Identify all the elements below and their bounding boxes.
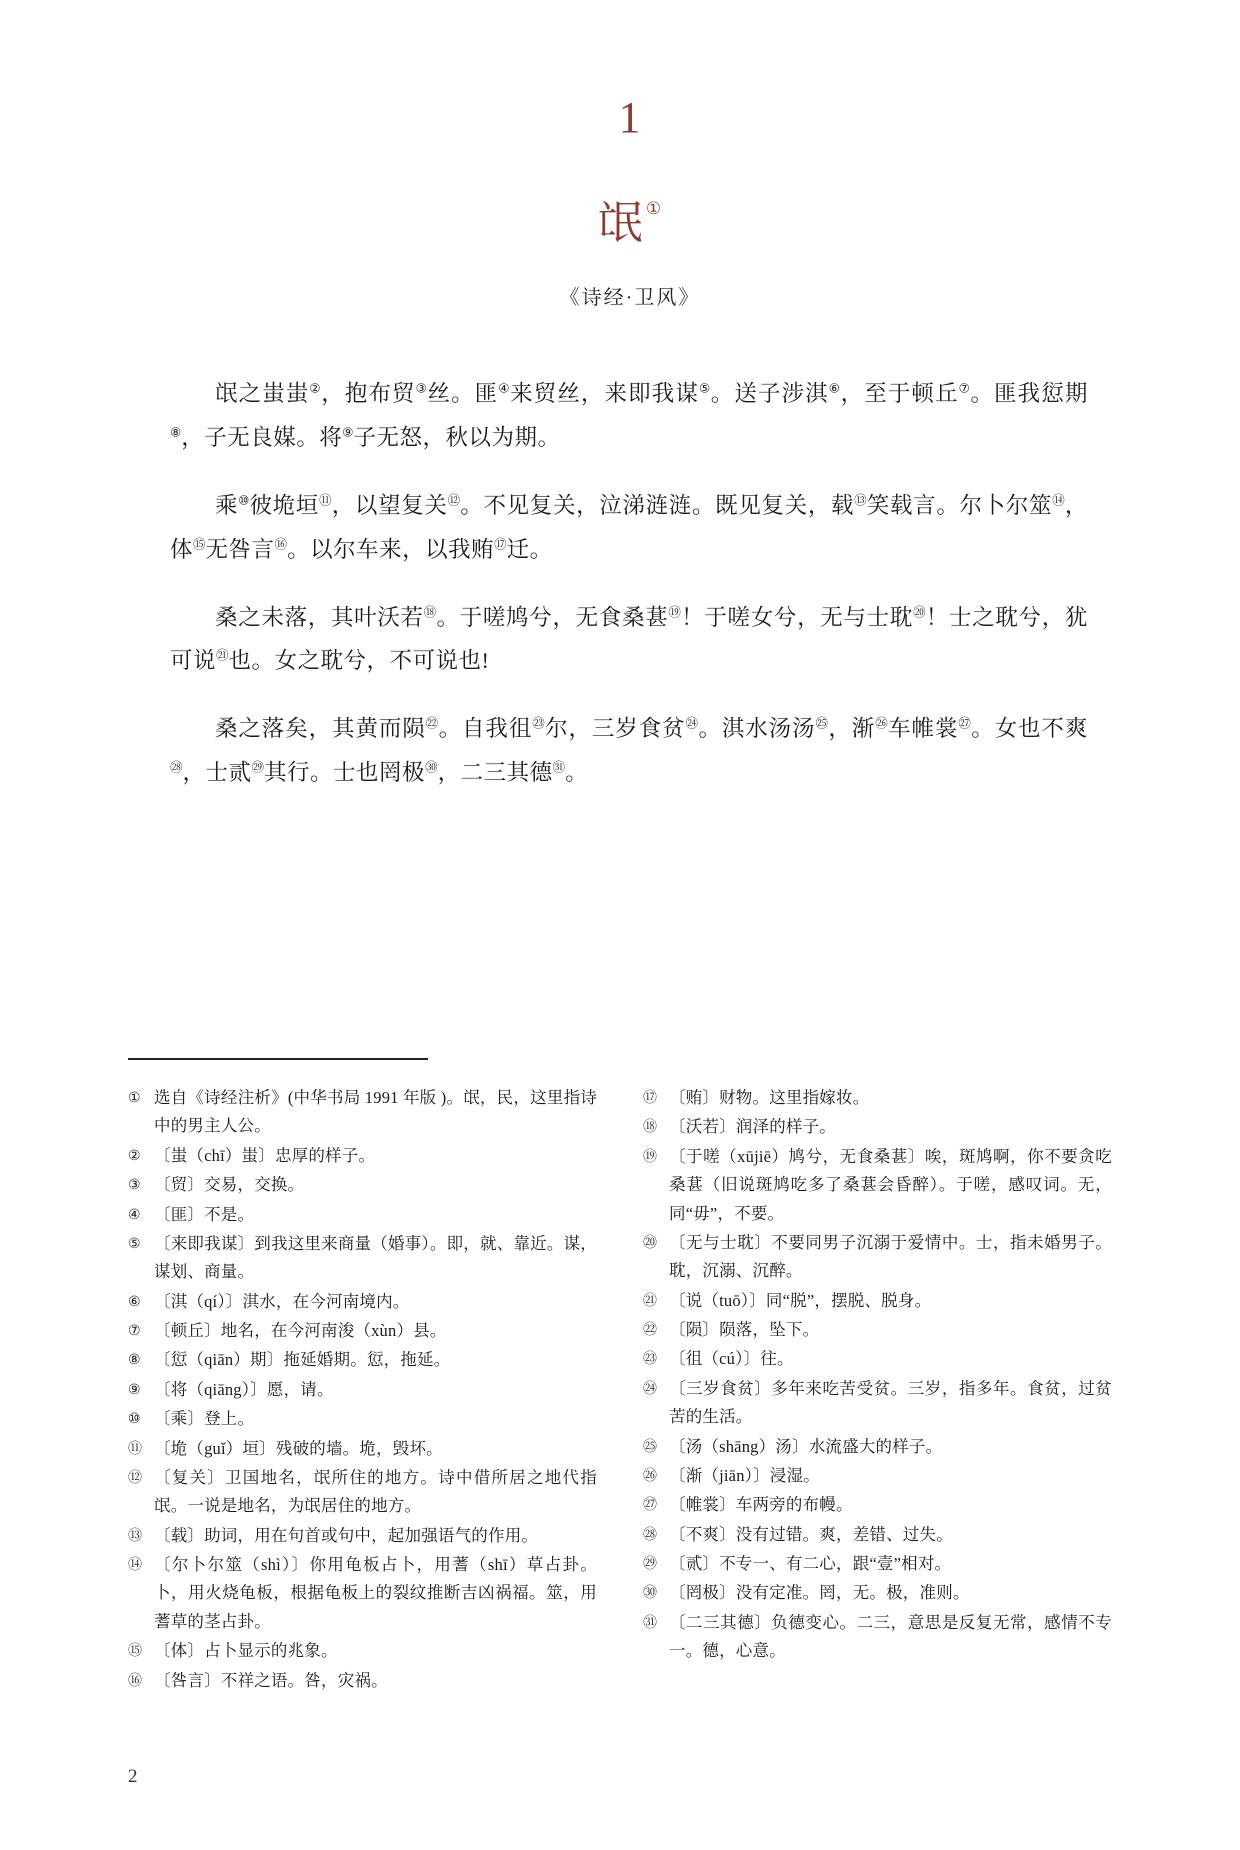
footnote-number: ②	[128, 1148, 140, 1164]
footnote-text: 〔咎言〕不祥之语。咎，灾祸。	[154, 1670, 388, 1690]
footnote-text: 〔三岁食贫〕多年来吃苦受贫。三岁，指多年。食贫，过贫苦的生活。	[669, 1378, 1112, 1427]
footnotes	[128, 1084, 1112, 1696]
footnote-item	[643, 1143, 1112, 1228]
footnote-text: 〔贿〕财物。这里指嫁妆。	[669, 1088, 870, 1107]
footnote-item	[643, 1375, 1112, 1432]
footnote-item	[128, 1667, 597, 1695]
footnote-text: 〔帷裳〕车两旁的布幔。	[669, 1495, 853, 1515]
footnote-number: ㉛	[643, 1615, 656, 1631]
footnote-text: 〔说（tuō）〕同“脱”，摆脱、脱身。	[669, 1290, 932, 1310]
footnote-item	[643, 1550, 1112, 1578]
footnote-item	[643, 1433, 1112, 1461]
footnote-text: 〔徂（cú）〕往。	[669, 1349, 794, 1369]
footnote-item	[643, 1521, 1112, 1549]
footnote-item	[128, 1142, 597, 1170]
footnote-item	[643, 1287, 1112, 1315]
stanza: 氓之蚩蚩②，抱布贸③丝。匪④来贸丝，来即我谋⑤。送子涉淇⑥，至于顿丘⑦。匪我愆期⑧，子无良媒。将⑨子无怒，秋以为期。	[170, 381, 1088, 450]
footnote-item	[128, 1171, 597, 1199]
footnote-item	[128, 1201, 597, 1229]
footnote-number: ㉔	[643, 1381, 656, 1397]
footnote-item	[643, 1491, 1112, 1519]
footnote-text: 〔来即我谋〕到我这里来商量（婚事）。即，就、靠近。谋，谋划、商量。	[154, 1233, 597, 1282]
notes-divider	[128, 1058, 428, 1060]
footnote-number: ⑱	[643, 1120, 656, 1136]
footnote-number: ⑯	[128, 1673, 141, 1689]
footnote-item	[643, 1609, 1112, 1666]
source-attribution: 《诗经·卫风》	[559, 287, 701, 309]
footnote-text: 〔贸〕交易，交换。	[154, 1175, 305, 1195]
footnotes-column-left	[128, 1084, 597, 1696]
footnote-number: ㉘	[643, 1527, 656, 1543]
footnote-text: 〔尔卜尔筮（shì）〕你用龟板占卜，用蓍（shī）草占卦。卜，用火烧龟板，根据龟板上的裂纹推断吉凶祸福。筮，用蓍草的茎占卦。	[154, 1555, 597, 1631]
footnote-number: ⑥	[128, 1294, 140, 1310]
footnote-item	[128, 1637, 597, 1665]
footnote-item	[128, 1376, 597, 1404]
footnote-number: ㉚	[643, 1586, 656, 1602]
footnote-number: ⑮	[128, 1644, 141, 1660]
footnote-number: ⑲	[643, 1149, 656, 1165]
title-block	[128, 186, 1112, 251]
stanza: 桑之落矣，其黄而陨$^㉒$。自我徂$^㉓$尔，三岁食贫$^㉔$。淇水汤汤$^㉕$，渐$^㉖$车帷裳$^㉗$。女也不爽$^㉘$，士贰$^㉙$其行。士也罔极$^㉚$，二三其德$^㉛$。	[170, 716, 1088, 786]
footnote-number: ⑳	[643, 1235, 656, 1251]
footnote-number: ⑩	[128, 1412, 140, 1428]
footnote-number: ⑰	[643, 1091, 656, 1106]
footnote-item	[128, 1317, 597, 1345]
footnote-item	[643, 1229, 1112, 1286]
footnote-number: ④	[128, 1207, 140, 1223]
footnote-item	[128, 1405, 597, 1433]
footnote-text: 〔愆（qiān）期〕拖延婚期。愆，拖延。	[154, 1350, 451, 1370]
footnote-item	[128, 1288, 597, 1316]
footnote-text: 〔贰〕不专一、有二心，跟“壹”相对。	[669, 1554, 952, 1573]
footnote-item	[128, 1522, 597, 1550]
footnote-number: ㉓	[643, 1352, 656, 1368]
footnote-number: ⑭	[128, 1558, 141, 1573]
footnote-item	[128, 1230, 597, 1287]
footnote-item	[128, 1551, 597, 1636]
footnote-text: 〔体〕占卜显示的兆象。	[154, 1641, 338, 1661]
title-note-marker: ①	[645, 199, 664, 219]
footnote-text: 〔乘〕登上。	[154, 1409, 255, 1429]
footnote-text: 〔罔极〕没有定准。罔，无。极，准则。	[669, 1583, 970, 1603]
footnote-text: 〔匪〕不是。	[154, 1204, 255, 1224]
footnote-item	[128, 1346, 597, 1374]
footnote-number: ㉖	[643, 1468, 656, 1484]
footnote-number: ㉑	[643, 1293, 656, 1309]
footnote-number: ⑧	[128, 1353, 140, 1369]
footnote-text: 〔顿丘〕地名，在今河南浚（xùn）县。	[154, 1321, 447, 1340]
footnote-text: 〔二三其德〕负德变心。二三，意思是反复无常，感情不专一。德，心意。	[669, 1612, 1112, 1661]
stanza: 桑之未落，其叶沃若⑱。于嗟鸠兮，无食桑葚⑲！于嗟女兮，无与士耽⑳！士之耽兮，犹可说$^㉑$也。女之耽兮，不可说也!	[170, 604, 1088, 674]
footnote-item	[128, 1435, 597, 1463]
stanza: 乘⑩彼垝垣⑪，以望复关⑫。不见复关，泣涕涟涟。既见复关，载⑬笑载言。尔卜尔筮⑭，体⑮无咎言⑯。以尔车来，以我贿⑰迁。	[170, 492, 1088, 562]
footnote-text: 〔汤（shāng）汤〕水流盛大的样子。	[669, 1436, 943, 1456]
footnotes-column-right	[643, 1084, 1112, 1696]
footnote-number: ㉒	[643, 1323, 656, 1338]
footnote-text: 〔不爽〕没有过错。爽，差错、过失。	[669, 1524, 953, 1544]
footnote-text: 〔淇（qí）〕淇水，在今河南境内。	[154, 1291, 410, 1311]
footnote-item	[643, 1579, 1112, 1607]
footnote-text: 〔无与士耽〕不要同男子沉溺于爱情中。士，指未婚男子。耽，沉溺、沉醉。	[669, 1232, 1112, 1281]
footnote-text: 〔垝（guǐ）垣〕残破的墙。垝，毁坏。	[154, 1438, 443, 1458]
footnote-number: ⑦	[128, 1324, 140, 1339]
footnote-number: ⑪	[128, 1441, 141, 1457]
footnote-item	[643, 1345, 1112, 1373]
footnote-item	[128, 1464, 597, 1521]
footnote-text: 〔蚩（chī）蚩〕忠厚的样子。	[154, 1145, 376, 1165]
footnote-number: ⑤	[128, 1236, 140, 1252]
footnote-text: 〔于嗟（xūjiē）鸠兮，无食桑葚〕唉，斑鸠啊，你不要贪吃桑葚（旧说斑鸠吃多了桑葚会昏醉）。于嗟，感叹词。无，同“毋”，不要。	[669, 1146, 1112, 1223]
page-title	[598, 186, 662, 251]
footnote-text: 〔沃若〕润泽的样子。	[669, 1117, 836, 1137]
title-text: 氓	[597, 196, 645, 249]
footnote-text: 〔渐（jiān）〕浸湿。	[669, 1465, 820, 1485]
footnote-number: ⑫	[128, 1470, 141, 1486]
footnote-number: ㉕	[643, 1439, 656, 1455]
footnote-text: 〔陨〕陨落，坠下。	[669, 1320, 820, 1339]
footnote-text: 〔载〕助词，用在句首或句中，起加强语气的作用。	[154, 1525, 539, 1545]
poem-body	[128, 372, 1112, 795]
textbook-page	[0, 93, 1240, 1850]
footnote-text: 〔复关〕卫国地名，氓所住的地方。诗中借所居之地代指氓。一说是地名，为氓居住的地方。	[154, 1467, 597, 1516]
footnote-text: 〔将（qiāng）〕愿，请。	[154, 1379, 334, 1399]
footnote-number: ①	[128, 1091, 140, 1106]
lesson-number: 1	[618, 93, 642, 142]
footnote-number: ⑨	[128, 1382, 140, 1398]
footnote-item	[643, 1316, 1112, 1344]
footnote-number: ㉙	[643, 1557, 656, 1572]
footnote-number: ③	[128, 1178, 140, 1194]
footnote-item	[128, 1084, 597, 1141]
footnote-number: ㉗	[643, 1498, 656, 1514]
footnote-text: 选自《诗经注析》(中华书局 1991 年版 )。氓，民，这里指诗中的男主人公。	[154, 1088, 597, 1136]
footnote-item	[643, 1084, 1112, 1112]
footnote-item	[643, 1113, 1112, 1141]
page-number: 2	[128, 1766, 138, 1787]
footnote-number: ⑬	[128, 1528, 141, 1544]
footnote-item	[643, 1462, 1112, 1490]
